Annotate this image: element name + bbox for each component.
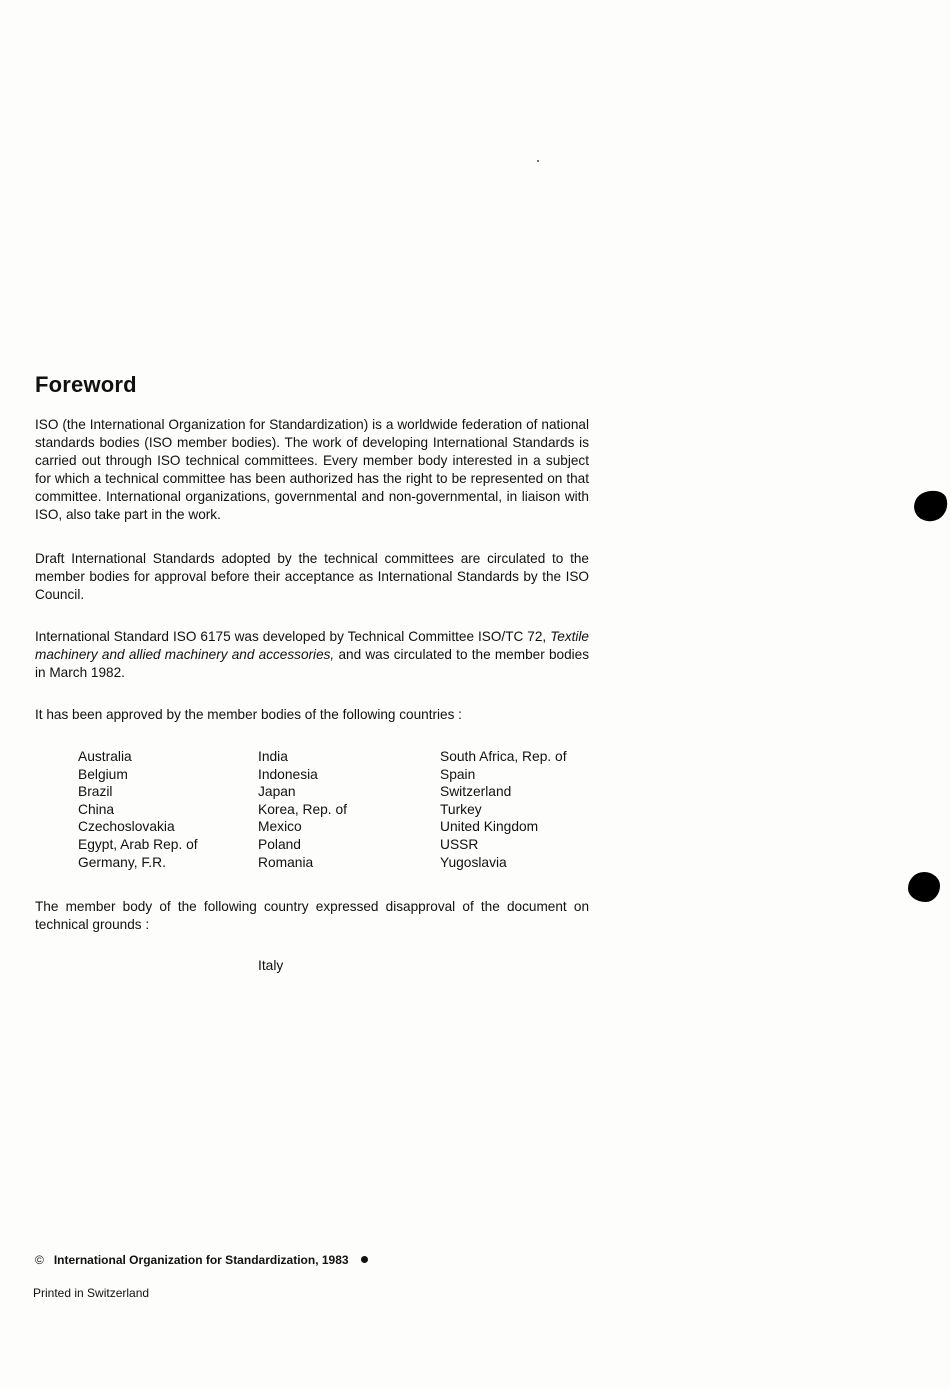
paragraph-disapproval: The member body of the following country expressed disapproval of the document on technical grounds :: [35, 899, 589, 932]
country-item: United Kingdom: [440, 819, 539, 835]
country-item: Poland: [258, 836, 301, 852]
development-text-start: International Standard ISO 6175 was developed by Technical Committee ISO/TC 72,: [35, 629, 547, 644]
paragraph-development: [35, 628, 589, 682]
countries-column-1: [78, 748, 198, 871]
country-item: Switzerland: [440, 784, 512, 800]
country-item: Indonesia: [258, 766, 318, 782]
country-item: Japan: [258, 784, 296, 800]
copyright-line: [35, 1253, 368, 1267]
country-item: Germany, F.R.: [78, 854, 166, 870]
paragraph-draft-standards: Draft International Standards adopted by the technical committees are circulated to the member bodies for approval before their acceptance as International Standards by the ISO Council.: [35, 551, 589, 602]
development-text-end: and was circulated to the member bodies in March 1982.: [35, 647, 590, 680]
approving-countries-list: [0, 748, 650, 878]
paragraph-approval: It has been approved by the member bodies of the following countries :: [35, 707, 462, 722]
bullet-icon: [361, 1256, 368, 1263]
country-item: USSR: [440, 836, 479, 852]
country-item: Turkey: [440, 801, 482, 817]
country-item: Egypt, Arab Rep. of: [78, 836, 198, 852]
country-item: Belgium: [78, 766, 128, 782]
ink-blot-mark: [910, 486, 950, 525]
countries-column-3: [440, 748, 567, 871]
copyright-icon: ©: [35, 1253, 44, 1267]
copyright-text: International Organization for Standardization, 1983: [53, 1253, 349, 1267]
country-item: Brazil: [78, 784, 113, 800]
paragraph-iso-intro: ISO (the International Organization for Standardization) is a worldwide federation of national standards bodies (ISO member bodies). The work of developing International Standards is carried out through ISO technical committees. Every member body interested in a subject for which a technical committee has been authorized has the right to be represented on that committee. International organizations, governmental and non-governmental, in liaison with ISO, also take part in the work.: [35, 417, 589, 522]
ink-blot-mark: [908, 872, 940, 902]
printed-in-note: Printed in Switzerland: [33, 1286, 150, 1300]
country-item: Mexico: [258, 819, 302, 835]
country-item: Spain: [440, 766, 476, 782]
country-item: China: [78, 801, 115, 817]
disapproving-country: Italy: [258, 958, 284, 973]
page-title: Foreword: [35, 372, 137, 397]
country-item: Czechoslovakia: [78, 819, 175, 835]
country-item: Yugoslavia: [440, 854, 507, 870]
country-item: Australia: [78, 749, 132, 764]
scan-speck: [537, 160, 539, 162]
country-item: India: [258, 749, 288, 764]
countries-column-2: [258, 748, 347, 871]
country-item: South Africa, Rep. of: [440, 749, 567, 764]
country-item: Korea, Rep. of: [258, 801, 347, 817]
country-item: Romania: [258, 854, 314, 870]
committee-title: Textile machinery and allied machinery and accessories,: [35, 629, 589, 662]
